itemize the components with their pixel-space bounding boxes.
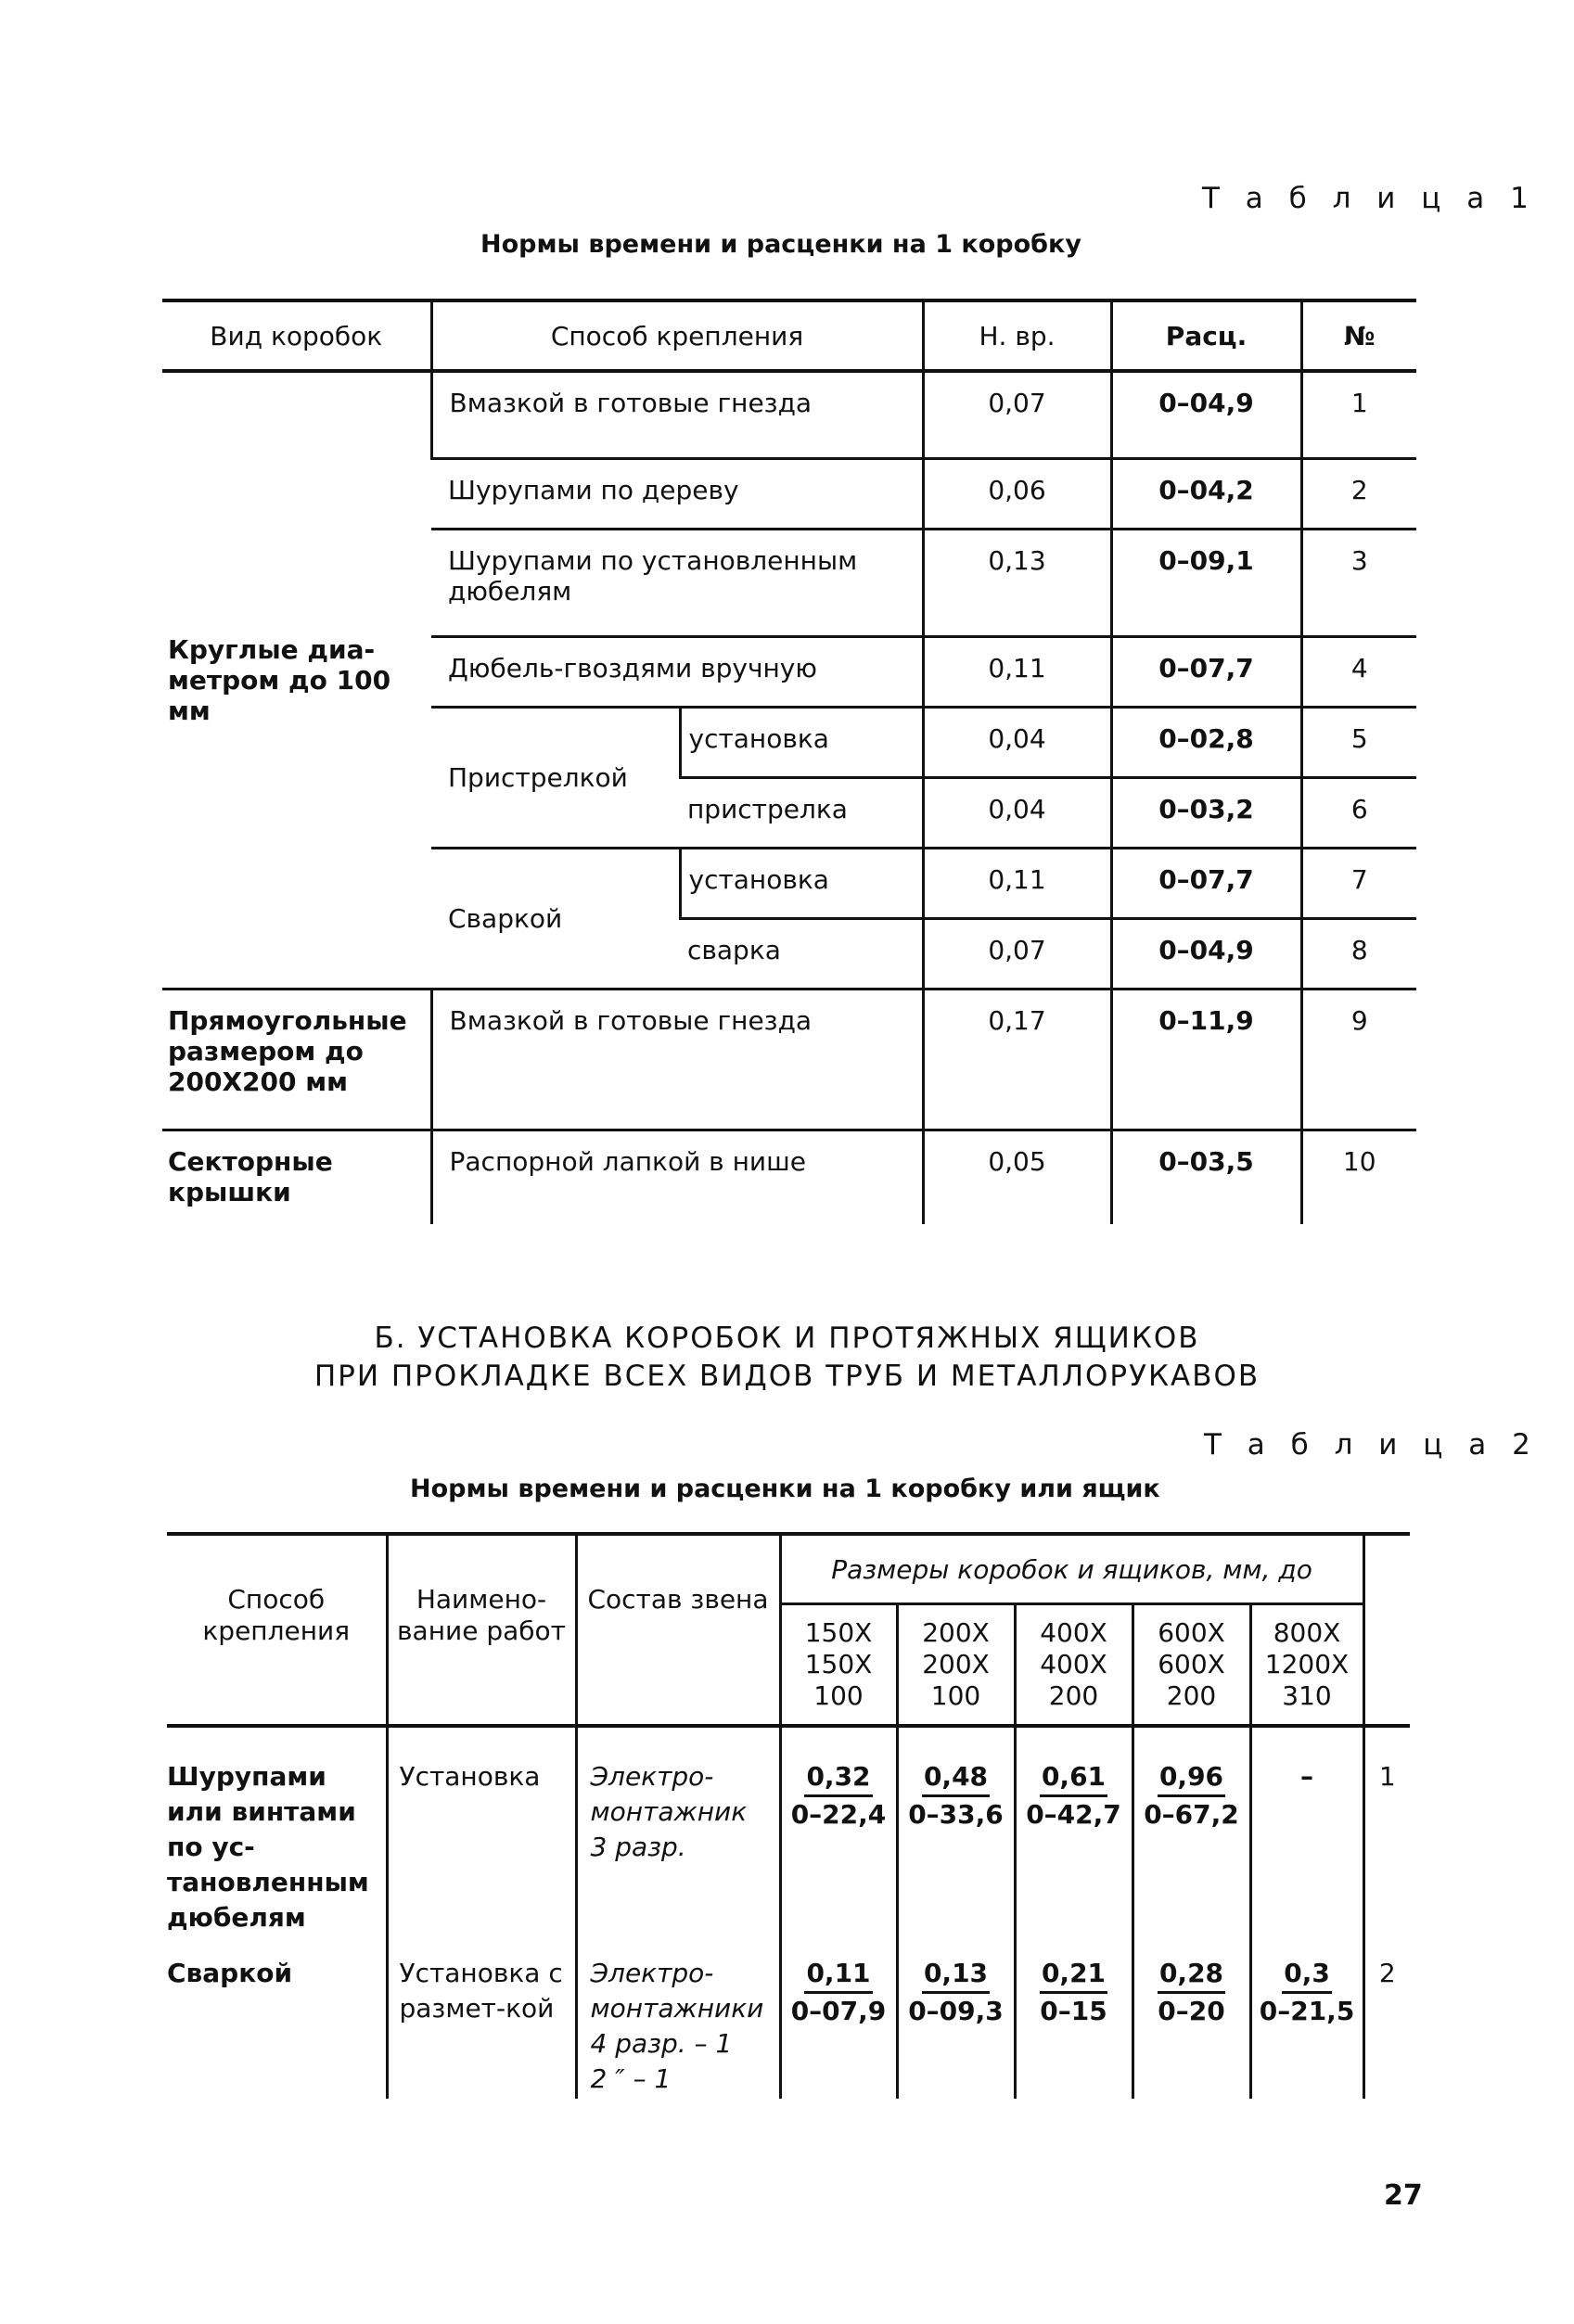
crew-line: 4 разр. – 1 [590,2028,733,2059]
method-cell: пристрелка [680,777,923,848]
crew-line: 3 разр. [590,1832,686,1862]
rate-value: 0–33,6 [908,1799,1004,1830]
header-sizes-title: Размеры коробок и ящиков, мм, до [780,1534,1363,1604]
norm-cell: 0,06 [923,458,1111,529]
kind-round: Круглые диа-метром до 100 мм [168,633,391,726]
norm-value: 0,96 [1158,1759,1225,1797]
table1 [162,299,1416,1224]
norm-value: 0,48 [922,1759,990,1797]
number-cell: 1 [1363,1726,1410,1935]
norm-value: 0,61 [1040,1759,1107,1797]
crew-cell [576,1726,780,1935]
rate-value: 0–21,5 [1259,1996,1355,2026]
value-cell [1015,1935,1133,2099]
header-work: Наимено-вание работ [387,1534,576,1726]
norm-value: – [1300,1761,1314,1792]
number-cell: 2 [1301,458,1416,529]
method-cell: Вмазкой в готовые гнезда [431,371,923,458]
value-cell [1015,1726,1133,1935]
value-cell [1250,1935,1363,2099]
crew-line: Электро- [590,1761,714,1792]
rate-cell: 0–04,9 [1111,918,1301,989]
header-method: Способ крепления [167,1534,387,1726]
table-row [167,1935,1410,2099]
table-row [167,1726,1410,1935]
norm-cell: 0,05 [923,1130,1111,1224]
method-cell: Шурупами по установленным дюбелям [431,529,923,636]
value-cell [897,1935,1015,2099]
rate-cell: 0–03,5 [1111,1130,1301,1224]
number-cell: 2 [1363,1935,1410,2099]
crew-cell [576,1935,780,2099]
section-heading-line2: ПРИ ПРОКЛАДКЕ ВСЕХ ВИДОВ ТРУБ И МЕТАЛЛОРУКАВОВ [314,1360,1260,1393]
norm-cell: 0,17 [923,989,1111,1130]
header-size: 800X 1200X 310 [1250,1604,1363,1727]
number-cell: 4 [1301,636,1416,707]
norm-value: 0,32 [804,1759,872,1797]
rate-value: 0–20 [1158,1996,1225,2026]
method-cell: установка [680,848,923,918]
rate-value: 0–42,7 [1026,1799,1121,1830]
rate-cell: 0–07,7 [1111,848,1301,918]
header-size: 150X 150X 100 [780,1604,897,1727]
norm-cell: 0,07 [923,371,1111,458]
method-cell: Шурупами по дереву [431,458,923,529]
method-cell: Вмазкой в готовые гнезда [431,989,923,1130]
rate-cell: 0–03,2 [1111,777,1301,848]
method-cell: установка [680,707,923,777]
value-cell [1133,1935,1250,2099]
value-cell [897,1726,1015,1935]
norm-cell: 0,04 [923,707,1111,777]
header-number-blank [1363,1534,1410,1726]
number-cell: 9 [1301,989,1416,1130]
work-cell: Установка [387,1726,576,1935]
rate-cell: 0–07,7 [1111,636,1301,707]
value-cell [780,1726,897,1935]
number-cell: 7 [1301,848,1416,918]
crew-line: монтажник [590,1796,748,1827]
rate-cell: 0–04,2 [1111,458,1301,529]
table1-label: Т а б л и ц а 1 [1202,182,1537,215]
header-kind: Вид коробок [162,300,431,371]
table-row [162,1130,1416,1224]
crew-line: монтажники [590,1993,764,2024]
method-cell: Дюбель-гвоздями вручную [431,636,923,707]
value-cell [780,1935,897,2099]
number-cell: 5 [1301,707,1416,777]
header-size: 400X 400X 200 [1015,1604,1133,1727]
header-number: № [1301,300,1416,371]
kind-sector: Секторные крышки [162,1130,431,1224]
header-norm: Н. вр. [923,300,1111,371]
norm-cell: 0,11 [923,848,1111,918]
table2 [167,1532,1410,2099]
rate-value: 0–09,3 [908,1996,1004,2026]
norm-value: 0,21 [1040,1956,1107,1994]
table2-caption: Нормы времени и расценки на 1 коробку или ящик [410,1475,1160,1503]
header-size: 600X 600X 200 [1133,1604,1250,1727]
table1-header-row [162,300,1416,371]
table-row [162,989,1416,1130]
crew-line: 2 ″ – 1 [590,2063,672,2094]
number-cell: 6 [1301,777,1416,848]
norm-cell: 0,07 [923,918,1111,989]
rate-cell: 0–11,9 [1111,989,1301,1130]
value-cell [1250,1726,1363,1935]
method-cell: Шурупами или винтами по ус-тановленным дюбелям [167,1761,369,1933]
rate-cell: 0–04,9 [1111,371,1301,458]
norm-value: 0,13 [922,1956,990,1994]
norm-cell: 0,04 [923,777,1111,848]
table2-label: Т а б л и ц а 2 [1204,1428,1539,1462]
method-cell: Распорной лапкой в нише [431,1130,923,1224]
crew-line: Электро- [590,1958,714,1988]
norm-value: 0,3 [1282,1956,1332,1994]
rate-cell: 0–02,8 [1111,707,1301,777]
rate-value: 0–15 [1040,1996,1107,2026]
page-number: 27 [1384,2179,1423,2212]
group-welding: Сваркой [431,848,680,989]
header-method: Способ крепления [431,300,923,371]
value-cell [1133,1726,1250,1935]
rate-cell: 0–09,1 [1111,529,1301,636]
number-cell: 3 [1301,529,1416,636]
rate-value: 0–07,9 [790,1996,887,2026]
method-cell: сварка [680,918,923,989]
rate-value: 0–67,2 [1144,1799,1239,1830]
method-cell: Сваркой [167,1958,293,1988]
kind-rectangular: Прямоугольные размером до 200X200 мм [162,989,431,1130]
rate-value: 0–22,4 [790,1799,887,1830]
norm-value: 0,28 [1158,1956,1225,1994]
number-cell: 10 [1301,1130,1416,1224]
group-shooting: Пристрелкой [431,707,680,848]
header-size: 200X 200X 100 [897,1604,1015,1727]
number-cell: 8 [1301,918,1416,989]
header-crew: Состав звена [576,1534,780,1726]
section-heading-line1: Б. УСТАНОВКА КОРОБОК И ПРОТЯЖНЫХ ЯЩИКОВ [374,1322,1200,1355]
norm-cell: 0,13 [923,529,1111,636]
header-rate: Расц. [1111,300,1301,371]
norm-value: 0,11 [804,1956,872,1994]
work-cell: Установка с размет-кой [387,1935,576,2099]
number-cell: 1 [1301,371,1416,458]
norm-cell: 0,11 [923,636,1111,707]
table-row [162,371,1416,458]
table1-caption: Нормы времени и расценки на 1 коробку [480,230,1081,259]
